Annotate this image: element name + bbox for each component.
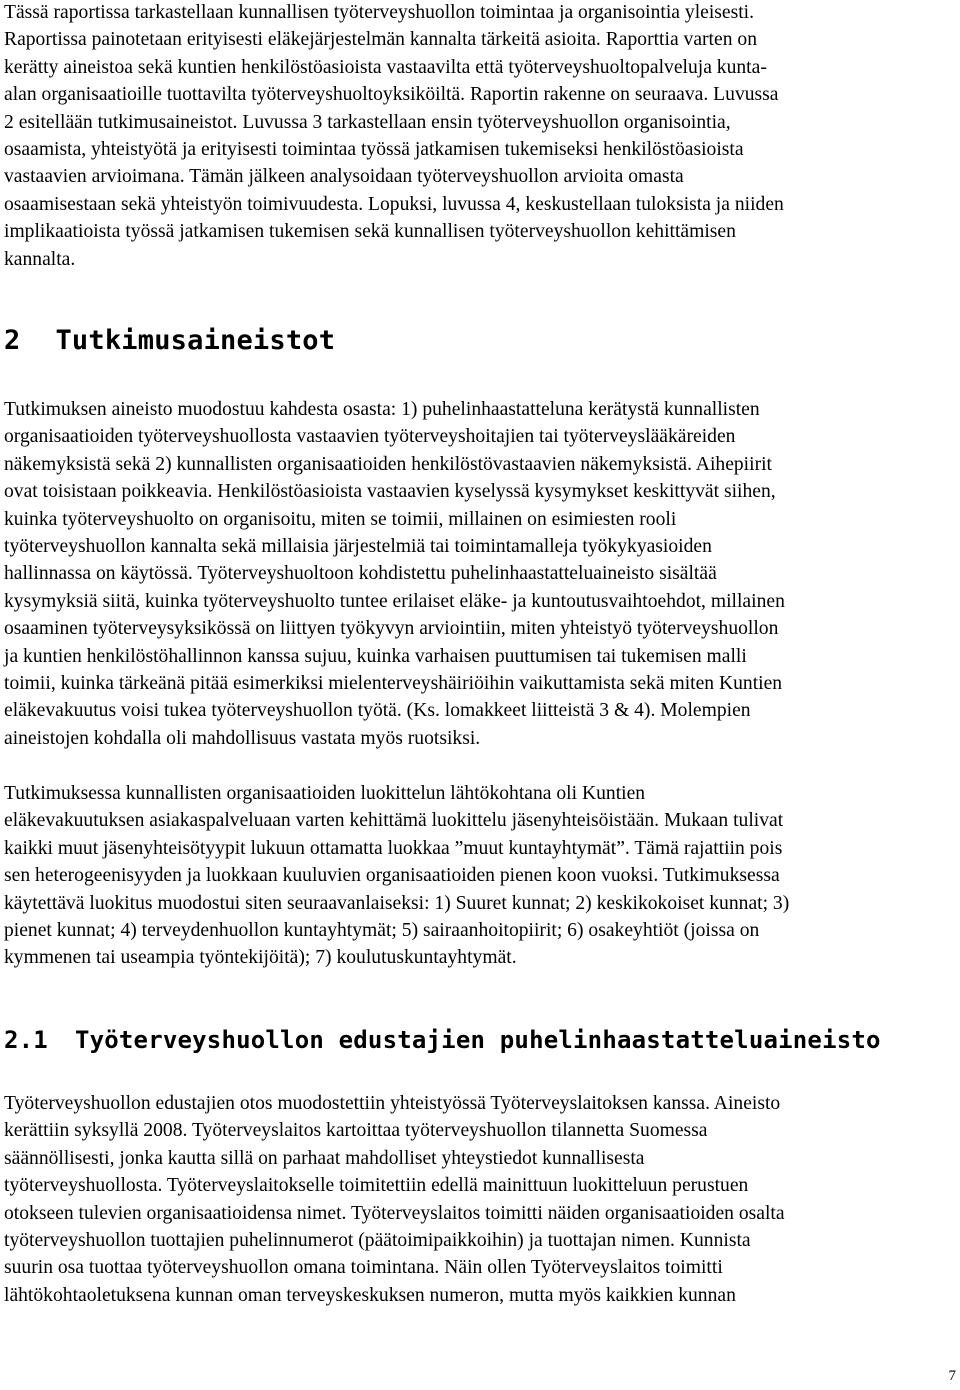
text-line: suurin osa tuottaa työterveyshuollon omana toimintana. Näin ollen Työterveyslaitos toimitti [4, 1257, 723, 1279]
text-line: toimii, kuinka tärkeänä pitää esimerkiksi mielenterveyshäiriöihin vaikuttamista sekä miten Kuntien [4, 673, 783, 695]
text-line: lähtökohtaoletuksena kunnan oman terveyskeskuksen numeron, mutta myös kaikkien kunnan [4, 1284, 736, 1306]
section-number: 2.1 [4, 1026, 48, 1054]
text-line: työterveyshuollosta. Työterveyslaitokselle toimitettiin edellä mainittuun luokitteluun perustuen [4, 1175, 749, 1197]
section-heading-2-1 [4, 1025, 881, 1055]
text-line: ovat toisistaan poikkeavia. Henkilöstöasioista vastaavien kyselyssä kysymykset keskittyvät siihen, [4, 481, 776, 503]
text-line: kerättiin syksyllä 2008. Työterveyslaitos kartoittaa työterveyshuollon tilannetta Suomessa [4, 1120, 708, 1142]
text-line: säännöllisesti, jonka kautta sillä on parhaat mahdolliset yhteystiedot kunnallisesta [4, 1147, 645, 1169]
text-line: alan organisaatioille tuottavilta työterveyshuoltoyksiköiltä. Raportin rakenne on seuraava. Luvussa [4, 84, 779, 106]
text-line: osaaminen työterveysyksikössä on liittyen työkyvyn arviointiin, miten yhteistyö työterveyshuollon [4, 618, 779, 640]
text-line: sen heterogeenisyyden ja luokkaan kuuluvien organisaatioiden pienen koon vuoksi. Tutkimuksessa [4, 865, 780, 887]
text-line: organisaatioiden työterveyshuollosta vastaavien työterveyshoitajien tai työterveyslääkäreiden [4, 426, 736, 448]
text-line: kymmenen tai useampia työntekijöitä); 7) koulutuskuntayhtymät. [4, 947, 517, 969]
page-number: 7 [948, 1368, 956, 1384]
text-line: työterveyshuollon tuottajien puhelinnumerot (päätoimipaikkoihin) ja tuottajan nimen. Kunnista [4, 1230, 751, 1252]
section2-paragraph-2 [4, 780, 789, 972]
section-title: Tutkimusaineistot [55, 325, 336, 356]
text-line: työterveyshuollon kannalta sekä millaisia järjestelmiä tai toimintamalleja työkykyasioiden [4, 536, 712, 558]
text-line: kuinka työterveyshuolto on organisoitu, miten se toimii, millainen on esimiesten rooli [4, 508, 677, 530]
text-line: kysymyksiä siitä, kuinka työterveyshuolto tuntee erilaiset eläke- ja kuntoutusvaihtoehdot, millainen [4, 590, 785, 612]
text-line: näkemyksistä sekä 2) kunnallisten organisaatioiden henkilöstövastaavien näkemyksistä. Aihepiirit [4, 453, 772, 475]
text-line: Työterveyshuollon edustajien otos muodostettiin yhteistyössä Työterveyslaitoksen kanssa. Aineisto [4, 1093, 781, 1114]
text-line: otokseen tulevien organisaatioidensa nimet. Työterveyslaitos toimitti näiden organisaatioiden osalta [4, 1202, 785, 1224]
text-line: vastaavien arvioimana. Tämän jälkeen analysoidaan työterveyshuollon arvioita omasta [4, 166, 684, 188]
text-line: osaamisestaan sekä yhteistyön toimivuudesta. Lopuksi, luvussa 4, keskustellaan tuloksista ja niiden [4, 193, 784, 215]
text-line: eläkevakuutuksen asiakaspalveluaan varten kehittämä luokittelu jäsenyhteisöistään. Mukaan tulivat [4, 810, 784, 832]
text-line: Tutkimuksen aineisto muodostuu kahdesta osasta: 1) puhelinhaastatteluna kerätystä kunnallisten [4, 399, 760, 420]
text-line: eläkevakuutus voisi tukea työterveyshuollon työtä. (Ks. lomakkeet liitteistä 3 & 4). Molempien [4, 700, 751, 722]
text-line: osaamista, yhteistyötä ja erityisesti toimintaa työssä jatkamisen tukemiseksi henkilöstöasioista [4, 139, 744, 161]
text-line: 2 esitellään tutkimusaineistot. Luvussa 3 tarkastellaan ensin työterveyshuollon organisointia, [4, 111, 731, 133]
text-line: Raportissa painotetaan erityisesti eläkejärjestelmän kannalta tärkeitä asioita. Raporttia varten on [4, 29, 757, 51]
text-line: kannalta. [4, 248, 76, 270]
text-line: hallinnassa on käytössä. Työterveyshuoltoon kohdistettu puhelinhaastatteluaineisto sisältää [4, 563, 717, 585]
text-line: Tutkimuksessa kunnallisten organisaatioiden luokittelun lähtökohtana oli Kuntien [4, 783, 646, 804]
text-line: käytettävä luokitus muodostui siten seuraavanlaiseksi: 1) Suuret kunnat; 2) keskikokoiset kunnat; 3) [4, 892, 790, 914]
text-line: kaikki muut jäsenyhteisötyypit lukuun ottamatta luokkaa ”muut kuntayhtymät”. Tämä rajattiin pois [4, 837, 783, 859]
text-line: Tässä raportissa tarkastellaan kunnallisen työterveyshuollon toimintaa ja organisointia yleisesti. [4, 2, 755, 23]
section-heading-2 [4, 324, 335, 358]
text-line: ja kuntien henkilöstöhallinnon kanssa sujuu, kuinka varhaisen puuttumisen tai tukemisen malli [4, 645, 747, 667]
text-line: aineistojen kohdalla oli mahdollisuus vastata myös ruotsiksi. [4, 727, 481, 749]
section2-paragraph-1 [4, 396, 785, 752]
section-title: Työterveyshuollon edustajien puhelinhaastatteluaineisto [74, 1026, 881, 1054]
text-line: implikaatioista työssä jatkamisen tukemisen sekä kunnallisen työterveyshuollon kehittämisen [4, 221, 736, 243]
section2-1-paragraph [4, 1090, 785, 1309]
section-number: 2 [4, 325, 21, 356]
intro-paragraph [4, 0, 784, 273]
text-line: kerätty aineistoa sekä kuntien henkilöstöasioista vastaavilta että työterveyshuoltopalveluja kunta- [4, 56, 767, 78]
text-line: pienet kunnat; 4) terveydenhuollon kuntayhtymät; 5) sairaanhoitopiirit; 6) osakeyhtiöt (joissa on [4, 920, 760, 942]
